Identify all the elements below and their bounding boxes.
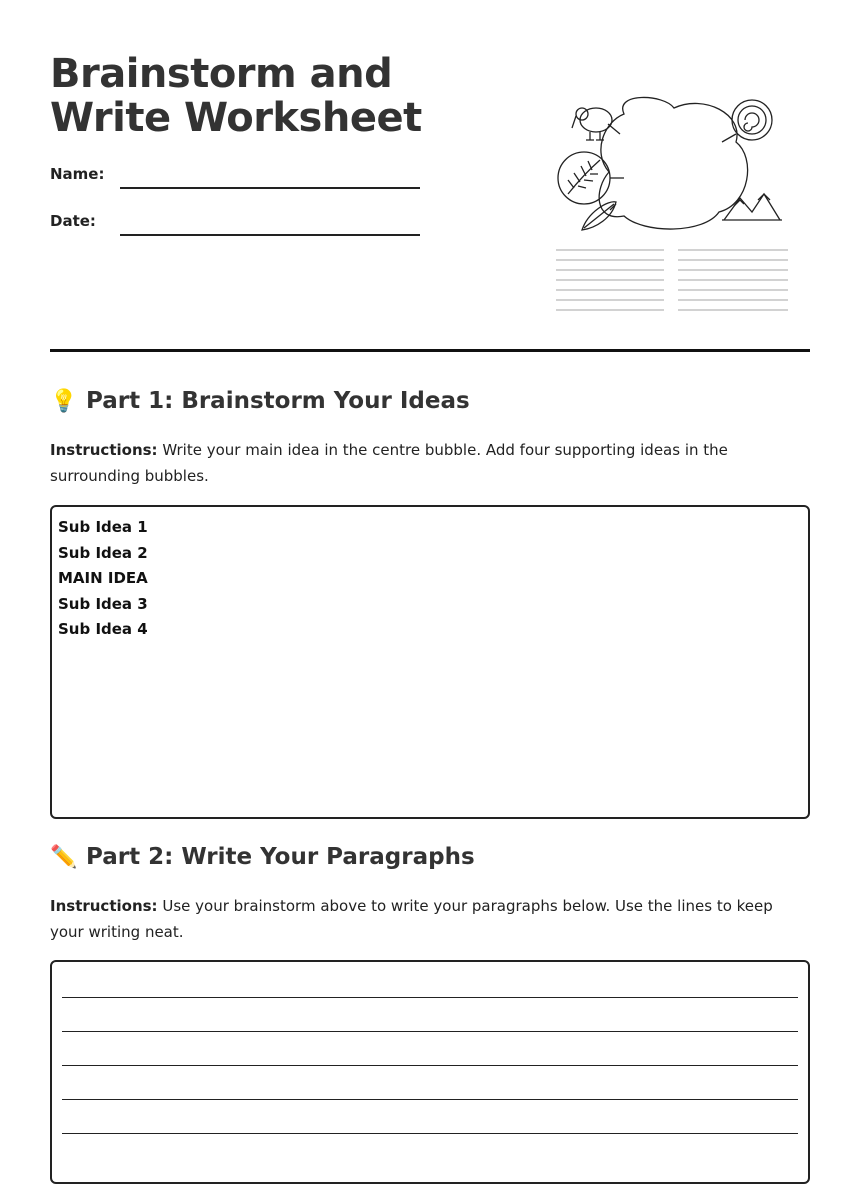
- date-label: Date:: [50, 212, 96, 230]
- part2-instructions-text: Use your brainstorm above to write your paragraphs below. Use the lines to keep your writing neat.: [50, 897, 773, 941]
- date-field[interactable]: [120, 234, 420, 236]
- writing-line[interactable]: [62, 1065, 798, 1066]
- illustration-lines: [556, 250, 788, 310]
- part1-instructions-label: Instructions:: [50, 441, 158, 459]
- sub-idea-4-label: Sub Idea 4: [58, 620, 148, 638]
- part1-instructions-text: Write your main idea in the centre bubble. Add four supporting ideas in the surrounding bubbles.: [50, 441, 728, 485]
- part1-instructions: [50, 437, 810, 489]
- pencil-icon: ✏️: [50, 844, 78, 870]
- part2-heading-text: Part 2: Write Your Paragraphs: [86, 844, 475, 870]
- writing-line[interactable]: [62, 997, 798, 998]
- fern-icon: [558, 152, 610, 204]
- part1-heading-text: Part 1: Brainstorm Your Ideas: [86, 388, 470, 414]
- kiwi-bird-icon: [572, 108, 612, 140]
- writing-box[interactable]: [50, 960, 810, 1184]
- spiral-icon: [732, 100, 772, 140]
- sub-idea-2-label: Sub Idea 2: [58, 543, 148, 562]
- sub-idea-1-label: Sub Idea 1: [58, 518, 148, 536]
- part2-heading: [50, 844, 475, 870]
- name-label: Name:: [50, 165, 105, 183]
- brainstorm-box[interactable]: [50, 505, 810, 819]
- main-idea-label: MAIN IDEA: [58, 569, 148, 587]
- part2-instructions-label: Instructions:: [50, 897, 158, 915]
- writing-line[interactable]: [62, 1031, 798, 1032]
- sub-idea-3-label: Sub Idea 3: [58, 594, 148, 613]
- header-divider: [50, 349, 810, 352]
- writing-line[interactable]: [62, 1099, 798, 1100]
- page-title: Brainstorm and Write Worksheet: [50, 51, 422, 141]
- brainstorm-illustration: [554, 94, 790, 316]
- part1-heading: [50, 388, 470, 414]
- part2-instructions: [50, 893, 810, 945]
- bubble-list: [52, 507, 808, 651]
- name-field[interactable]: [120, 187, 420, 189]
- cloud-bubble-shape: [599, 97, 747, 229]
- lightbulb-icon: 💡: [50, 388, 78, 414]
- writing-line[interactable]: [62, 1133, 798, 1134]
